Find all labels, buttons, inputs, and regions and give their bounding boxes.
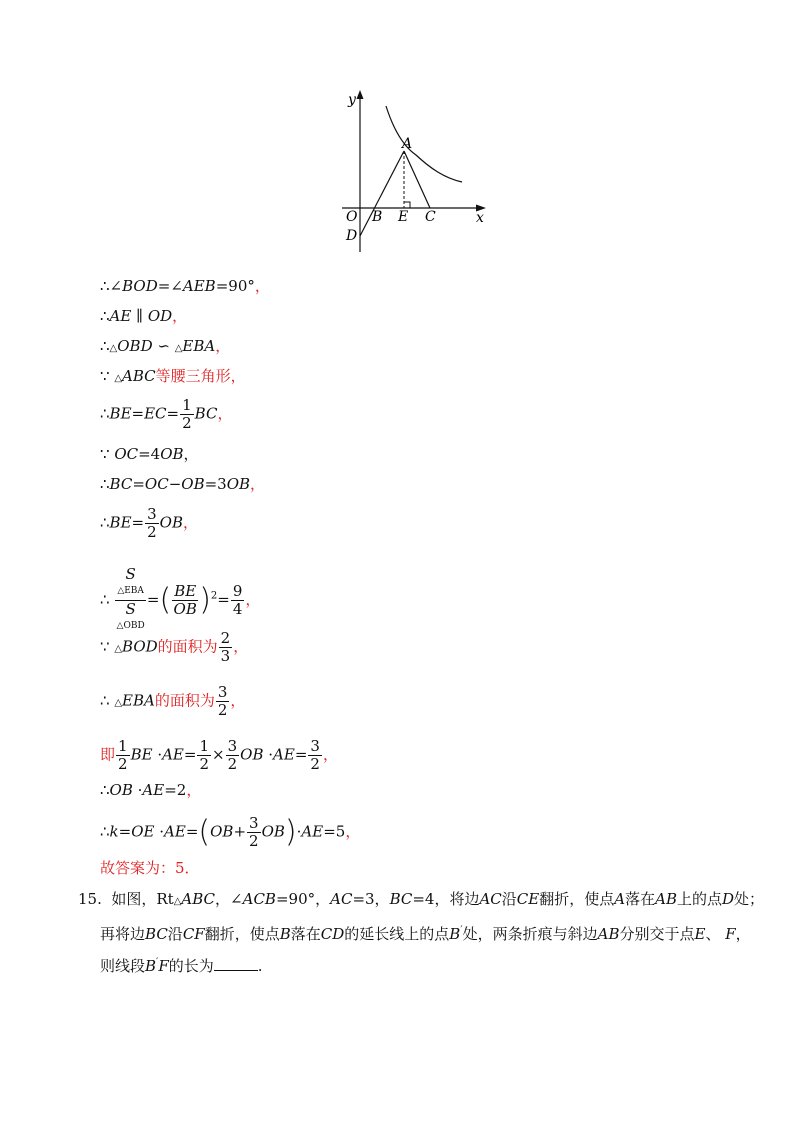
answer-line: 故答案为：5． xyxy=(100,859,200,877)
hyperbola-curve xyxy=(386,106,462,182)
step-oc: ∵ OC=4OB， xyxy=(100,445,199,463)
label-a: A xyxy=(402,136,413,152)
y-axis-arrow xyxy=(357,90,364,99)
label-e: E xyxy=(398,209,409,225)
label-c: C xyxy=(425,209,436,225)
label-o: O xyxy=(346,209,358,225)
step-parallel: ∴AE ∥ OD， xyxy=(100,307,188,325)
label-y: y xyxy=(348,92,356,108)
step-area-ratio: ∴ S △EBA S △OBD =( $\frac{BE}{OB}$ )$^2$= $\frac{9}{4}$ ， xyxy=(100,565,261,631)
question-15-line1: 15. 如图，Rt△ABC，∠ACB=90°，AC=3，BC=4，将边AC沿CE翻折，使点A落在AB上的点D处； xyxy=(78,890,765,908)
question-15-line2: 再将边BC沿CF翻折，使点B落在CD的延长线上的点B′处，两条折痕与斜边AB分别交于点E、 F， xyxy=(100,925,751,943)
step-area-bod: ∵ △BOD的面积为 $\frac{2}{3}$ ， xyxy=(100,629,249,665)
question-15-line3: 则线段B′F的长为 . xyxy=(100,957,263,975)
right-angle-mark xyxy=(404,202,410,208)
step-ob-ae: ∴OB ·AE=2， xyxy=(100,781,202,799)
step-bc: ∴BC=OC−OB=3OB， xyxy=(100,475,266,493)
line-ac xyxy=(404,151,430,208)
label-b: B xyxy=(372,209,383,225)
step-area-eba: ∴ △EBA的面积为 $\frac{3}{2}$ ， xyxy=(100,683,246,719)
label-x: x xyxy=(476,210,484,226)
step-be: ∴BE= $\frac{3}{2}$ OB， xyxy=(100,505,198,541)
coordinate-figure xyxy=(336,88,496,260)
step-angle-equal: ∴∠BOD=∠AEB=90°， xyxy=(100,277,270,295)
answer-blank[interactable] xyxy=(214,956,258,971)
step-product: 即 $\frac{1}{2}$ BE ·AE= $\frac{1}{2}$ × $\frac{3}{2}$ OB ·AE= $\frac{3}{2}$ ， xyxy=(100,737,338,773)
step-isosceles: ∵ △ABC等腰三角形， xyxy=(100,367,246,385)
label-d: D xyxy=(346,228,358,244)
step-similar: ∴△OBD ∽ △EBA， xyxy=(100,337,231,355)
step-k: ∴k=OE ·AE=(OB+ $\frac{3}{2}$ OB)·AE=5， xyxy=(100,814,361,850)
step-be-ec: ∴BE=EC= $\frac{1}{2}$ BC， xyxy=(100,396,233,432)
